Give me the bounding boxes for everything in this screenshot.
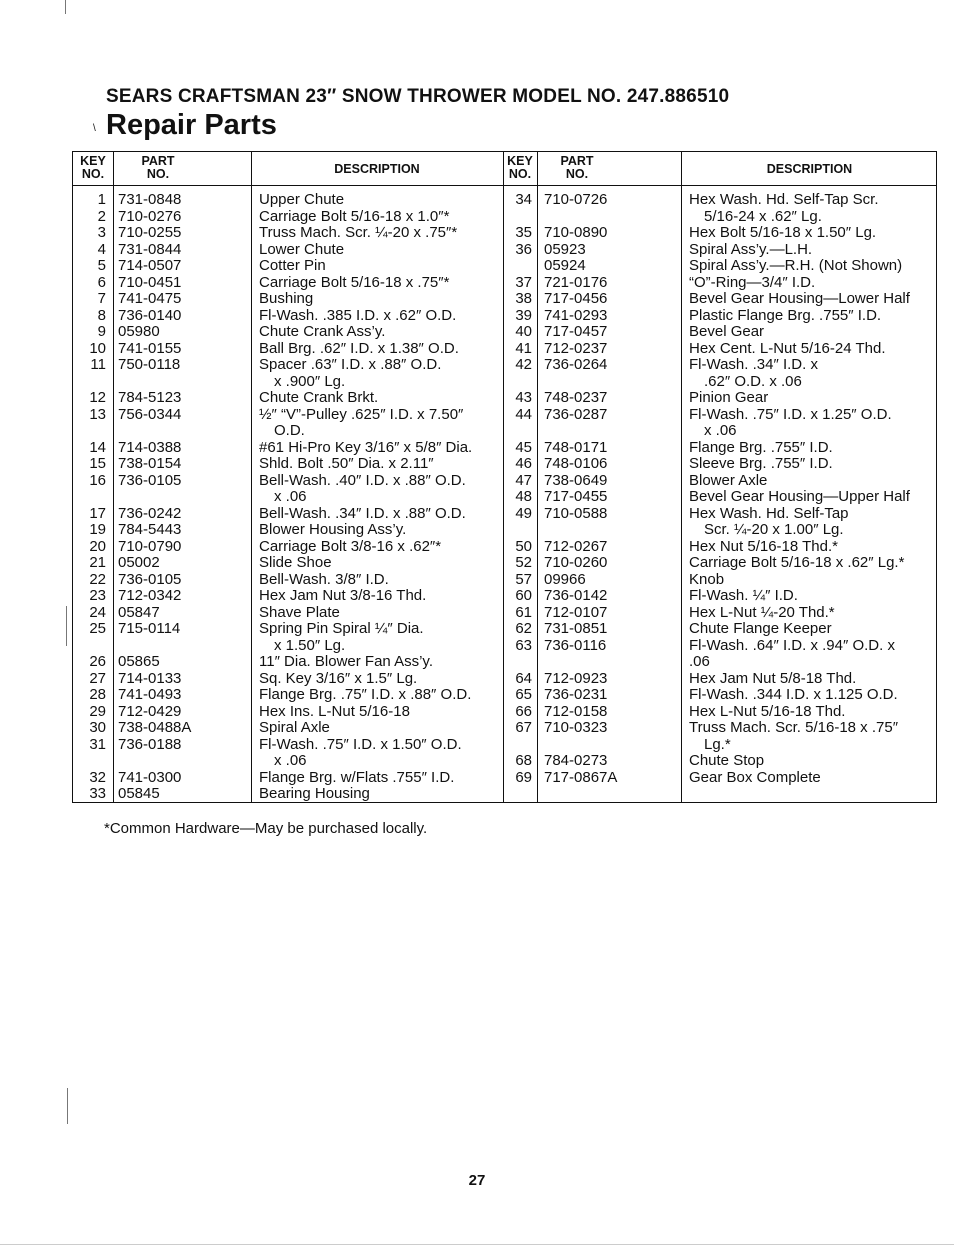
- key-number: 20: [89, 537, 106, 555]
- description-header: DESCRIPTION: [766, 162, 853, 176]
- part-number: 748-0237: [544, 389, 608, 406]
- part-number: [118, 753, 191, 770]
- part-number: 717-0456: [544, 290, 608, 307]
- part-number: 710-0588: [544, 504, 608, 522]
- key-number: [503, 522, 532, 539]
- part-number: [118, 638, 191, 655]
- key-number: 19: [89, 521, 106, 538]
- part-description: Chute Crank Brkt.: [259, 389, 379, 406]
- part-description: Fl-Wash. .75″ I.D. x 1.50″ O.D.: [259, 735, 462, 753]
- key-number: 12: [89, 389, 106, 406]
- part-number: [544, 522, 617, 539]
- part-number: 748-0106: [544, 455, 608, 472]
- part-number: [544, 737, 617, 754]
- key-number: 43: [515, 389, 532, 406]
- part-description: 11″ Dia. Blower Fan Ass’y.: [259, 653, 433, 670]
- column-divider: [681, 152, 682, 802]
- key-number: 3: [97, 224, 106, 241]
- part-number: 738-0488A: [118, 719, 192, 736]
- key-number: 49: [515, 504, 532, 522]
- scan-speck: \: [93, 123, 96, 134]
- scan-mark: [65, 0, 66, 14]
- key-number: 8: [97, 306, 106, 324]
- key-number: 34: [515, 191, 532, 208]
- key-number: 23: [89, 587, 106, 604]
- part-number: [544, 374, 617, 391]
- key-number: 62: [515, 620, 532, 637]
- part-description: .06: [689, 653, 710, 670]
- part-number: 741-0475: [118, 290, 182, 307]
- left-part-column: [118, 192, 191, 803]
- part-description: Spacer .63″ I.D. x .88″ O.D.: [259, 356, 442, 373]
- part-description: Flange Brg. w/Flats .755″ I.D.: [259, 768, 455, 786]
- column-divider: [113, 152, 114, 802]
- key-number: 60: [515, 587, 532, 604]
- part-number: 750-0118: [118, 356, 181, 373]
- key-number: [73, 638, 106, 655]
- part-description: x .06: [259, 752, 307, 769]
- part-description: Chute Flange Keeper: [689, 620, 832, 637]
- part-number: 738-0154: [118, 455, 182, 472]
- key-no-header: KEY NO.: [80, 154, 106, 181]
- part-description: Hex Wash. Hd. Self-Tap: [689, 504, 849, 522]
- part-number: [544, 654, 617, 671]
- part-number: 717-0457: [544, 323, 608, 340]
- key-number: 40: [515, 323, 532, 340]
- part-number: 741-0300: [118, 768, 182, 786]
- part-description: Fl-Wash. .34″ I.D. x: [689, 356, 818, 373]
- key-number: 32: [89, 768, 106, 786]
- part-description: Bevel Gear Housing—Upper Half: [689, 488, 910, 505]
- header-divider: [73, 185, 936, 186]
- key-number: [503, 258, 532, 275]
- left-key-column: [73, 192, 106, 803]
- right-key-column: [503, 192, 532, 786]
- right-description-column: [689, 192, 910, 786]
- part-description: Upper Chute: [259, 191, 345, 208]
- part-description: Lower Chute: [259, 240, 345, 258]
- part-description: .62″ O.D. x .06: [689, 372, 802, 390]
- part-description: Fl-Wash. .64″ I.D. x .94″ O.D. x: [689, 636, 895, 654]
- key-number: 14: [89, 438, 106, 456]
- part-number: 784-0273: [544, 752, 608, 769]
- part-number: 714-0388: [118, 438, 182, 456]
- part-description: Fl-Wash. .75″ I.D. x 1.25″ O.D.: [689, 405, 892, 423]
- part-number: 710-0726: [544, 191, 608, 208]
- part-description: Hex L-Nut 5/16-18 Thd.: [689, 702, 846, 720]
- part-number: 714-0133: [118, 669, 182, 687]
- part-number: 715-0114: [118, 620, 181, 637]
- part-description: Bell-Wash. 3/8″ I.D.: [259, 570, 389, 588]
- description-header: DESCRIPTION: [334, 162, 420, 176]
- part-number: 712-0237: [544, 339, 608, 357]
- part-description: Bevel Gear: [689, 323, 765, 340]
- part-number: 731-0848: [118, 191, 182, 208]
- key-number: 64: [515, 669, 532, 687]
- part-description: Carriage Bolt 5/16-18 x .62″ Lg.*: [689, 554, 905, 571]
- part-number: [544, 209, 617, 226]
- part-number: [118, 423, 191, 440]
- part-description: Hex Jam Nut 5/8-18 Thd.: [689, 669, 857, 687]
- part-description: Scr. ¼-20 x 1.00″ Lg.: [689, 521, 844, 538]
- part-description: Knob: [689, 570, 725, 588]
- part-description: Lg.*: [689, 735, 731, 753]
- part-number: 741-0493: [118, 686, 182, 703]
- key-number: 41: [515, 339, 532, 357]
- key-number: 68: [515, 752, 532, 769]
- key-number: 45: [515, 438, 532, 456]
- column-divider: [537, 152, 538, 802]
- key-number: 69: [515, 768, 532, 786]
- key-number: 67: [515, 719, 532, 736]
- part-description: Spiral Ass’y.—R.H. (Not Shown): [689, 257, 903, 274]
- key-number: 47: [515, 471, 532, 489]
- key-number: [73, 489, 106, 506]
- page-edge: [0, 1244, 954, 1245]
- page-number: 27: [468, 1172, 486, 1189]
- part-number: 710-0260: [544, 554, 608, 571]
- key-number: 50: [515, 537, 532, 555]
- key-number: 4: [97, 240, 106, 258]
- part-description: Blower Axle: [689, 471, 768, 489]
- key-number: 38: [515, 290, 532, 307]
- key-number: 61: [515, 603, 532, 621]
- model-heading: SEARS CRAFTSMAN 23″ SNOW THROWER MODEL NO. 247.886510: [106, 86, 730, 107]
- key-number: 57: [515, 570, 532, 588]
- part-number: 710-0451: [118, 273, 182, 291]
- part-description: Bell-Wash. .40″ I.D. x .88″ O.D.: [259, 471, 466, 489]
- part-number: 736-0242: [118, 504, 182, 522]
- part-number: 05980: [118, 323, 160, 340]
- part-description: Chute Stop: [689, 752, 765, 769]
- key-number: 6: [97, 273, 106, 291]
- part-number: 736-0140: [118, 306, 182, 324]
- part-number: 736-0287: [544, 405, 608, 423]
- key-number: [73, 423, 106, 440]
- part-number: 710-0276: [118, 207, 182, 225]
- part-description: Bushing: [259, 290, 314, 307]
- part-description: Bevel Gear Housing—Lower Half: [689, 290, 910, 307]
- key-number: [503, 423, 532, 440]
- part-description: Spiral Ass’y.—L.H.: [689, 240, 813, 258]
- part-number: 736-0116: [544, 636, 607, 654]
- part-description: Carriage Bolt 5/16-18 x 1.0″*: [259, 207, 450, 225]
- part-number: 714-0507: [118, 257, 182, 274]
- part-description: Bell-Wash. .34″ I.D. x .88″ O.D.: [259, 504, 466, 522]
- part-description: Shld. Bolt .50″ Dia. x 2.11″: [259, 455, 434, 472]
- left-description-column: [259, 192, 472, 803]
- key-number: 21: [89, 554, 106, 571]
- part-number: 731-0844: [118, 240, 182, 258]
- key-number: 5: [97, 257, 106, 274]
- part-description: Hex Ins. L-Nut 5/16-18: [259, 702, 410, 720]
- key-number: 48: [515, 488, 532, 505]
- part-number: 710-0323: [544, 719, 608, 736]
- part-number: 736-0105: [118, 570, 182, 588]
- part-description: Ball Brg. .62″ I.D. x 1.38″ O.D.: [259, 339, 459, 357]
- key-number: 37: [515, 273, 532, 291]
- part-description: Blower Housing Ass’y.: [259, 521, 407, 538]
- key-number: 46: [515, 455, 532, 472]
- part-number: 756-0344: [118, 405, 182, 423]
- key-number: 30: [89, 719, 106, 736]
- part-number: 721-0176: [544, 273, 608, 291]
- part-number: 712-0429: [118, 702, 182, 720]
- part-number: 05865: [118, 653, 160, 670]
- part-description: ½″ “V”-Pulley .625″ I.D. x 7.50″: [259, 405, 464, 423]
- key-number: 25: [89, 620, 106, 637]
- part-number: 712-0267: [544, 537, 608, 555]
- key-number: 33: [89, 785, 106, 802]
- part-number: 784-5123: [118, 389, 182, 406]
- part-number: 712-0342: [118, 587, 182, 604]
- part-description: #61 Hi-Pro Key 3/16″ x 5/8″ Dia.: [259, 438, 473, 456]
- key-number: 29: [89, 702, 106, 720]
- part-number: 738-0649: [544, 471, 608, 489]
- key-number: 2: [97, 207, 106, 225]
- key-number: 7: [97, 290, 106, 307]
- part-description: Truss Mach. Scr. 5/16-18 x .75″: [689, 719, 899, 736]
- part-number: 05002: [118, 554, 160, 571]
- key-number: 27: [89, 669, 106, 687]
- part-number: 712-0923: [544, 669, 608, 687]
- part-number: 710-0790: [118, 537, 182, 555]
- part-description: 5/16-24 x .62″ Lg.: [689, 207, 822, 225]
- key-number: 9: [97, 323, 106, 340]
- part-number: 741-0293: [544, 306, 608, 324]
- key-number: 26: [89, 653, 106, 670]
- column-divider: [251, 152, 252, 802]
- part-number: [544, 423, 617, 440]
- part-description: x .06: [259, 488, 307, 505]
- key-number: 36: [515, 240, 532, 258]
- part-description: Spiral Axle: [259, 719, 330, 736]
- part-description: Gear Box Complete: [689, 768, 821, 786]
- part-number: 731-0851: [544, 620, 608, 637]
- key-no-header: KEY NO.: [507, 154, 533, 181]
- part-description: Sq. Key 3/16″ x 1.5″ Lg.: [259, 669, 418, 687]
- part-number: 09966: [544, 570, 586, 588]
- key-number: 15: [89, 455, 106, 472]
- part-description: O.D.: [259, 422, 305, 439]
- part-number: 748-0171: [544, 438, 608, 456]
- key-number: 44: [515, 405, 532, 423]
- part-description: “O”-Ring—3/4″ I.D.: [689, 273, 816, 291]
- part-description: Slide Shoe: [259, 554, 332, 571]
- part-number: [118, 489, 191, 506]
- key-number: 22: [89, 570, 106, 588]
- part-description: Flange Brg. .755″ I.D.: [689, 438, 833, 456]
- part-description: x .06: [689, 422, 737, 439]
- key-number: [503, 374, 532, 391]
- part-number: [118, 374, 191, 391]
- part-description: Hex Nut 5/16-18 Thd.*: [689, 537, 838, 555]
- part-description: Truss Mach. Scr. ¼-20 x .75″*: [259, 224, 458, 241]
- part-description: Cotter Pin: [259, 257, 326, 274]
- scan-mark: [66, 606, 67, 646]
- part-description: x 1.50″ Lg.: [259, 636, 346, 654]
- key-number: [503, 737, 532, 754]
- part-description: Fl-Wash. .385 I.D. x .62″ O.D.: [259, 306, 457, 324]
- part-description: Hex Jam Nut 3/8-16 Thd.: [259, 587, 427, 604]
- right-part-column: [544, 192, 617, 786]
- key-number: 13: [89, 405, 106, 423]
- part-number: 05924: [544, 257, 586, 274]
- part-description: x .900″ Lg.: [259, 372, 346, 390]
- key-number: 24: [89, 603, 106, 621]
- part-number: 736-0142: [544, 587, 608, 604]
- key-number: 42: [515, 356, 532, 373]
- key-number: 63: [515, 636, 532, 654]
- footnote: *Common Hardware—May be purchased locally.: [104, 820, 428, 837]
- part-number: 736-0105: [118, 471, 182, 489]
- part-number: 712-0158: [544, 702, 608, 720]
- key-number: 65: [515, 686, 532, 703]
- key-number: 66: [515, 702, 532, 720]
- key-number: [503, 654, 532, 671]
- parts-table: [72, 151, 937, 803]
- scan-mark: [67, 1088, 68, 1124]
- key-number: [73, 753, 106, 770]
- key-number: 52: [515, 554, 532, 571]
- part-no-header: PART NO.: [141, 154, 175, 181]
- part-description: Bearing Housing: [259, 785, 370, 802]
- part-number: 784-5443: [118, 521, 182, 538]
- key-number: 28: [89, 686, 106, 703]
- key-number: 31: [89, 735, 106, 753]
- part-description: Fl-Wash. ¼″ I.D.: [689, 587, 798, 604]
- key-number: 39: [515, 306, 532, 324]
- part-description: Fl-Wash. .344 I.D. x 1.125 O.D.: [689, 686, 898, 703]
- part-description: Plastic Flange Brg. .755″ I.D.: [689, 306, 882, 324]
- part-number: 05845: [118, 785, 160, 802]
- key-number: [503, 209, 532, 226]
- part-description: Flange Brg. .75″ I.D. x .88″ O.D.: [259, 686, 472, 703]
- part-number: 710-0255: [118, 224, 182, 241]
- part-number: 736-0231: [544, 686, 608, 703]
- part-description: Carriage Bolt 3/8-16 x .62″*: [259, 537, 442, 555]
- part-description: Chute Crank Ass’y.: [259, 323, 386, 340]
- part-number: 05847: [118, 603, 160, 621]
- part-number: 717-0867A: [544, 768, 618, 786]
- part-no-header: PART NO.: [560, 154, 594, 181]
- key-number: 10: [89, 339, 106, 357]
- part-description: Hex Wash. Hd. Self-Tap Scr.: [689, 191, 879, 208]
- page-title: Repair Parts: [106, 109, 277, 141]
- part-number: 710-0890: [544, 224, 608, 241]
- part-description: Pinion Gear: [689, 389, 769, 406]
- part-description: Hex Bolt 5/16-18 x 1.50″ Lg.: [689, 224, 877, 241]
- key-number: [73, 374, 106, 391]
- key-number: 16: [89, 471, 106, 489]
- part-description: Hex L-Nut ¼-20 Thd.*: [689, 603, 835, 621]
- part-description: Shave Plate: [259, 603, 340, 621]
- part-number: 717-0455: [544, 488, 608, 505]
- part-number: 712-0107: [544, 603, 608, 621]
- part-number: 05923: [544, 240, 586, 258]
- part-number: 741-0155: [118, 339, 182, 357]
- part-number: 736-0188: [118, 735, 182, 753]
- part-description: Carriage Bolt 5/16-18 x .75″*: [259, 273, 450, 291]
- part-description: Hex Cent. L-Nut 5/16-24 Thd.: [689, 339, 886, 357]
- key-number: 17: [89, 504, 106, 522]
- part-number: 736-0264: [544, 356, 608, 373]
- key-number: 11: [90, 356, 106, 373]
- part-description: Sleeve Brg. .755″ I.D.: [689, 455, 833, 472]
- key-number: 35: [515, 224, 532, 241]
- key-number: 1: [97, 191, 106, 208]
- part-description: Spring Pin Spiral ¼″ Dia.: [259, 620, 424, 637]
